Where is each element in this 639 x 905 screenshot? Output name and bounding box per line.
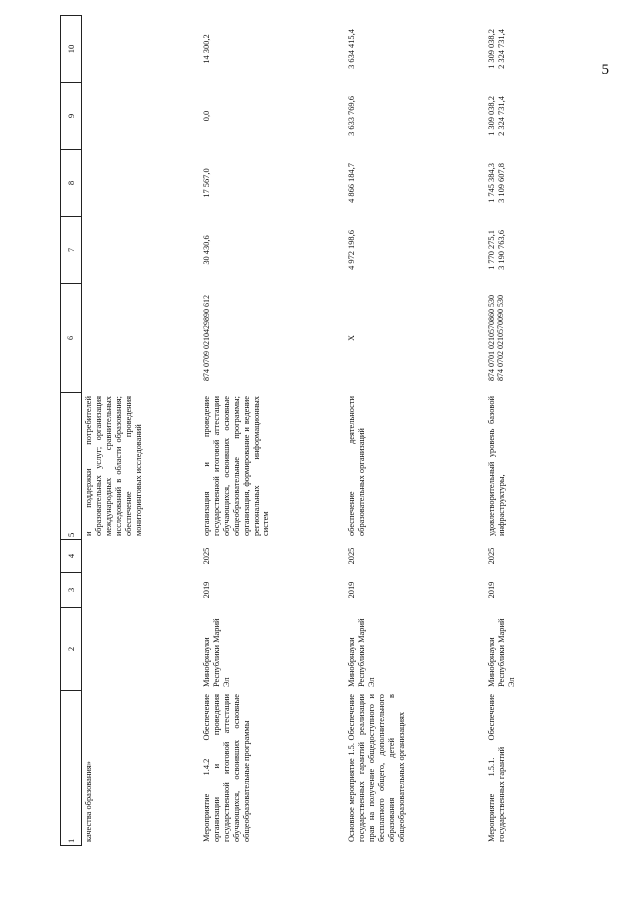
header-cell-5: 5 <box>60 392 81 539</box>
value-col-7: 30 430,6 <box>199 216 344 283</box>
value-col-9: 0,0 <box>199 82 344 149</box>
value-col-10 <box>484 15 564 82</box>
start-year: 2019 <box>484 572 564 607</box>
value-col-7 <box>81 216 199 283</box>
header-cell-7: 7 <box>60 216 81 283</box>
activity-name: Мероприятие 1.5.1. Обеспечение государственных гарантий <box>484 690 564 845</box>
value-line: 1 770 275,1 <box>486 229 496 270</box>
value-col-10: 14 300,2 <box>199 15 344 82</box>
start-year: 2019 <box>199 572 344 607</box>
value-col-9 <box>81 82 199 149</box>
header-cell-8: 8 <box>60 149 81 216</box>
value-col-7 <box>484 216 564 283</box>
value-col-8: 4 866 184,7 <box>344 149 484 216</box>
activity-name: качества образования» <box>81 690 199 845</box>
value-col-9: 3 633 769,6 <box>344 82 484 149</box>
header-cell-9: 9 <box>60 82 81 149</box>
end-year <box>81 539 199 572</box>
executor <box>81 607 199 690</box>
end-year: 2025 <box>344 539 484 572</box>
executor: Минобрнауки Республики Марий Эл <box>484 607 564 690</box>
expected-result: и поддержки потребителей образовательных услуг; организация международных сравнительных исследований в области образования; обеспечение проведения мониторинговых исследований <box>81 392 199 539</box>
value-line: 3 109 607,8 <box>496 162 506 203</box>
budget-table-container <box>60 28 580 846</box>
expected-result: обеспечение деятельности образовательных организаций <box>344 392 484 539</box>
budget-code: 874 0709 0210429890 612 <box>199 283 344 392</box>
value-col-8: 17 567,0 <box>199 149 344 216</box>
budget-code-line: 874 0702 0210570090 530 <box>495 294 505 381</box>
value-col-9 <box>484 82 564 149</box>
value-col-8 <box>484 149 564 216</box>
value-line: 2 324 731,4 <box>496 28 506 69</box>
value-line: 1 309 038,2 <box>486 28 496 69</box>
value-line: 2 324 731,4 <box>496 95 506 136</box>
header-cell-10: 10 <box>60 15 81 82</box>
budget-code: Х <box>344 283 484 392</box>
budget-code <box>484 283 564 392</box>
budget-code-line: 874 0701 0210570860 530 <box>486 294 496 381</box>
header-cell-1: 1 <box>60 690 81 845</box>
executor: Минобрнауки Республики Марий Эл <box>344 607 484 690</box>
table-row <box>199 15 344 845</box>
executor: Минобрнауки Республики Марий Эл <box>199 607 344 690</box>
value-col-10: 3 634 415,4 <box>344 15 484 82</box>
value-col-10 <box>81 15 199 82</box>
table-row <box>484 15 564 845</box>
table-row <box>344 15 484 845</box>
start-year: 2019 <box>344 572 484 607</box>
end-year: 2025 <box>199 539 344 572</box>
end-year: 2025 <box>484 539 564 572</box>
header-cell-3: 3 <box>60 572 81 607</box>
value-line: 3 190 763,6 <box>496 229 506 270</box>
expected-result: организация и проведение государственной итоговой аттестации обучающихся, освоивших основные общеобразовательные программы; организация, формирование и ведение региональных информационных систем <box>199 392 344 539</box>
table-row <box>81 15 199 845</box>
budget-code <box>81 283 199 392</box>
value-col-7: 4 972 198,6 <box>344 216 484 283</box>
header-row <box>60 15 81 845</box>
header-cell-6: 6 <box>60 283 81 392</box>
header-cell-4: 4 <box>60 539 81 572</box>
start-year <box>81 572 199 607</box>
page-number: 5 <box>601 62 609 78</box>
header-cell-2: 2 <box>60 607 81 690</box>
value-line: 1 745 384,3 <box>486 162 496 203</box>
value-line: 1 309 038,2 <box>486 95 496 136</box>
expected-result: удовлетворительный уровень базовой инфраструктуры, <box>484 392 564 539</box>
activity-name: Основное мероприятие 1.5. Обеспечение государственных гарантий реализации прав на получение общедоступного и бесплатного общего, дополнительного образования детей в общеобразовательных организациях <box>344 690 484 845</box>
value-col-8 <box>81 149 199 216</box>
activity-name: Мероприятие 1.4.2 Обеспечение организации и проведения государственной итоговой аттестации обучающихся, освоивших основные общеобразовательные программы <box>199 690 344 845</box>
budget-table <box>60 15 565 846</box>
